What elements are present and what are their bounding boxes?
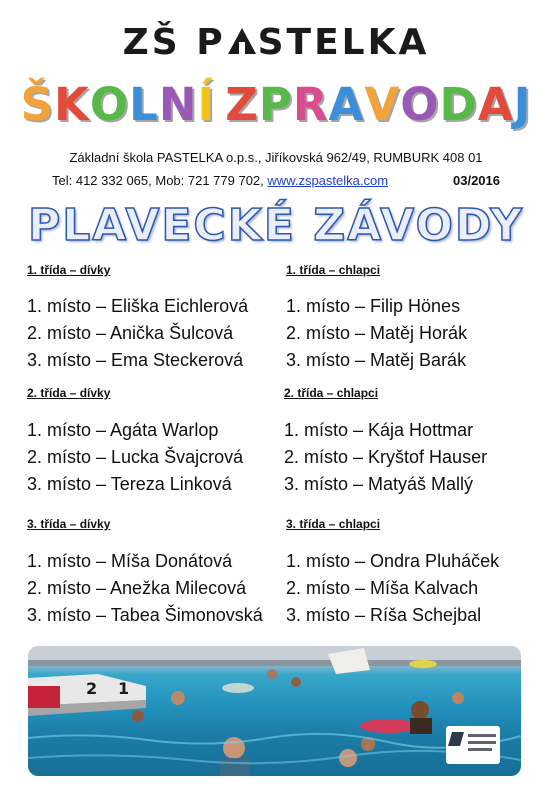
section-title-grade2-girls: 2. třída – dívky [27,386,111,400]
masthead-letter: P [258,78,293,131]
phone-numbers: Tel: 412 332 065, Mob: 721 779 702, [52,173,268,188]
masthead-letter: L [129,78,159,131]
start-block-number-2: 2 [86,679,98,698]
section-title-grade3-girls: 3. třída – dívky [27,517,111,531]
pool-scene-illustration [28,646,521,776]
section-title-grade1-boys: 1. třída – chlapci [286,263,381,277]
masthead-letter: O [89,78,130,131]
result-grade1-girls-2: 2. místo – Anička Šulcová [27,323,234,343]
result-grade3-girls-3: 3. místo – Tabea Šimonovská [27,605,263,625]
newsletter-masthead [0,80,552,130]
masthead-letter: Z [225,78,259,131]
result-grade3-boys-1: 1. místo – Ondra Pluháček [286,551,500,571]
masthead-letter: R [292,78,329,131]
masthead-letter: V [364,78,401,131]
masthead-letter: N [158,78,198,131]
school-logo [0,22,552,63]
section-title-grade1-girls: 1. třída – dívky [27,263,111,277]
result-grade1-boys-2: 2. místo – Matěj Horák [286,323,468,343]
masthead-letter: K [54,78,90,131]
result-grade1-boys-1: 1. místo – Filip Hönes [286,296,461,316]
result-grade2-boys-3: 3. místo – Matyáš Mallý [284,474,474,494]
school-address: Základní škola PASTELKA o.p.s., Jiříkovská 962/49, RUMBURK 408 01 [69,150,483,165]
result-grade3-boys-3: 3. místo – Ríša Schejbal [286,605,482,625]
logo-text-start: ZŠ P [122,22,226,63]
result-grade3-girls-1: 1. místo – Míša Donátová [27,551,233,571]
contact-line [52,173,502,188]
section-title-grade3-boys: 3. třída – chlapci [286,517,381,531]
masthead-letter: A [477,78,514,131]
result-grade1-girls-1: 1. místo – Eliška Eichlerová [27,296,249,316]
result-grade2-girls-1: 1. místo – Agáta Warlop [27,420,219,440]
issue-number: 03/2016 [453,173,500,188]
result-grade1-girls-3: 3. místo – Ema Steckerová [27,350,244,370]
result-grade2-boys-1: 1. místo – Kája Hottmar [284,420,474,440]
masthead-letter: Í [197,78,216,131]
result-grade1-boys-3: 3. místo – Matěj Barák [286,350,467,370]
website-link[interactable]: www.zspastelka.com [267,173,389,188]
result-grade2-boys-2: 2. místo – Kryštof Hauser [284,447,488,467]
masthead-letter: J [513,78,532,131]
page-heading: PLAVECKÉ ZÁVODY [27,200,525,251]
masthead-letter: O [400,78,440,131]
result-grade3-boys-2: 2. místo – Míša Kalvach [286,578,479,598]
result-grade3-girls-2: 2. místo – Anežka Milecová [27,578,247,598]
logo-triangle-icon [228,28,256,54]
result-grade2-girls-3: 3. místo – Tereza Linková [27,474,232,494]
masthead-letter: Š [20,78,55,131]
swimming-pool-photo [28,646,521,776]
start-block-number-1: 1 [118,679,130,698]
masthead-letter: D [439,78,478,131]
result-grade2-girls-2: 2. místo – Lucka Švajcrová [27,447,244,467]
logo-text-end: STELKA [257,22,430,63]
masthead-letter: A [328,78,365,131]
section-title-grade2-boys: 2. třída – chlapci [284,386,379,400]
